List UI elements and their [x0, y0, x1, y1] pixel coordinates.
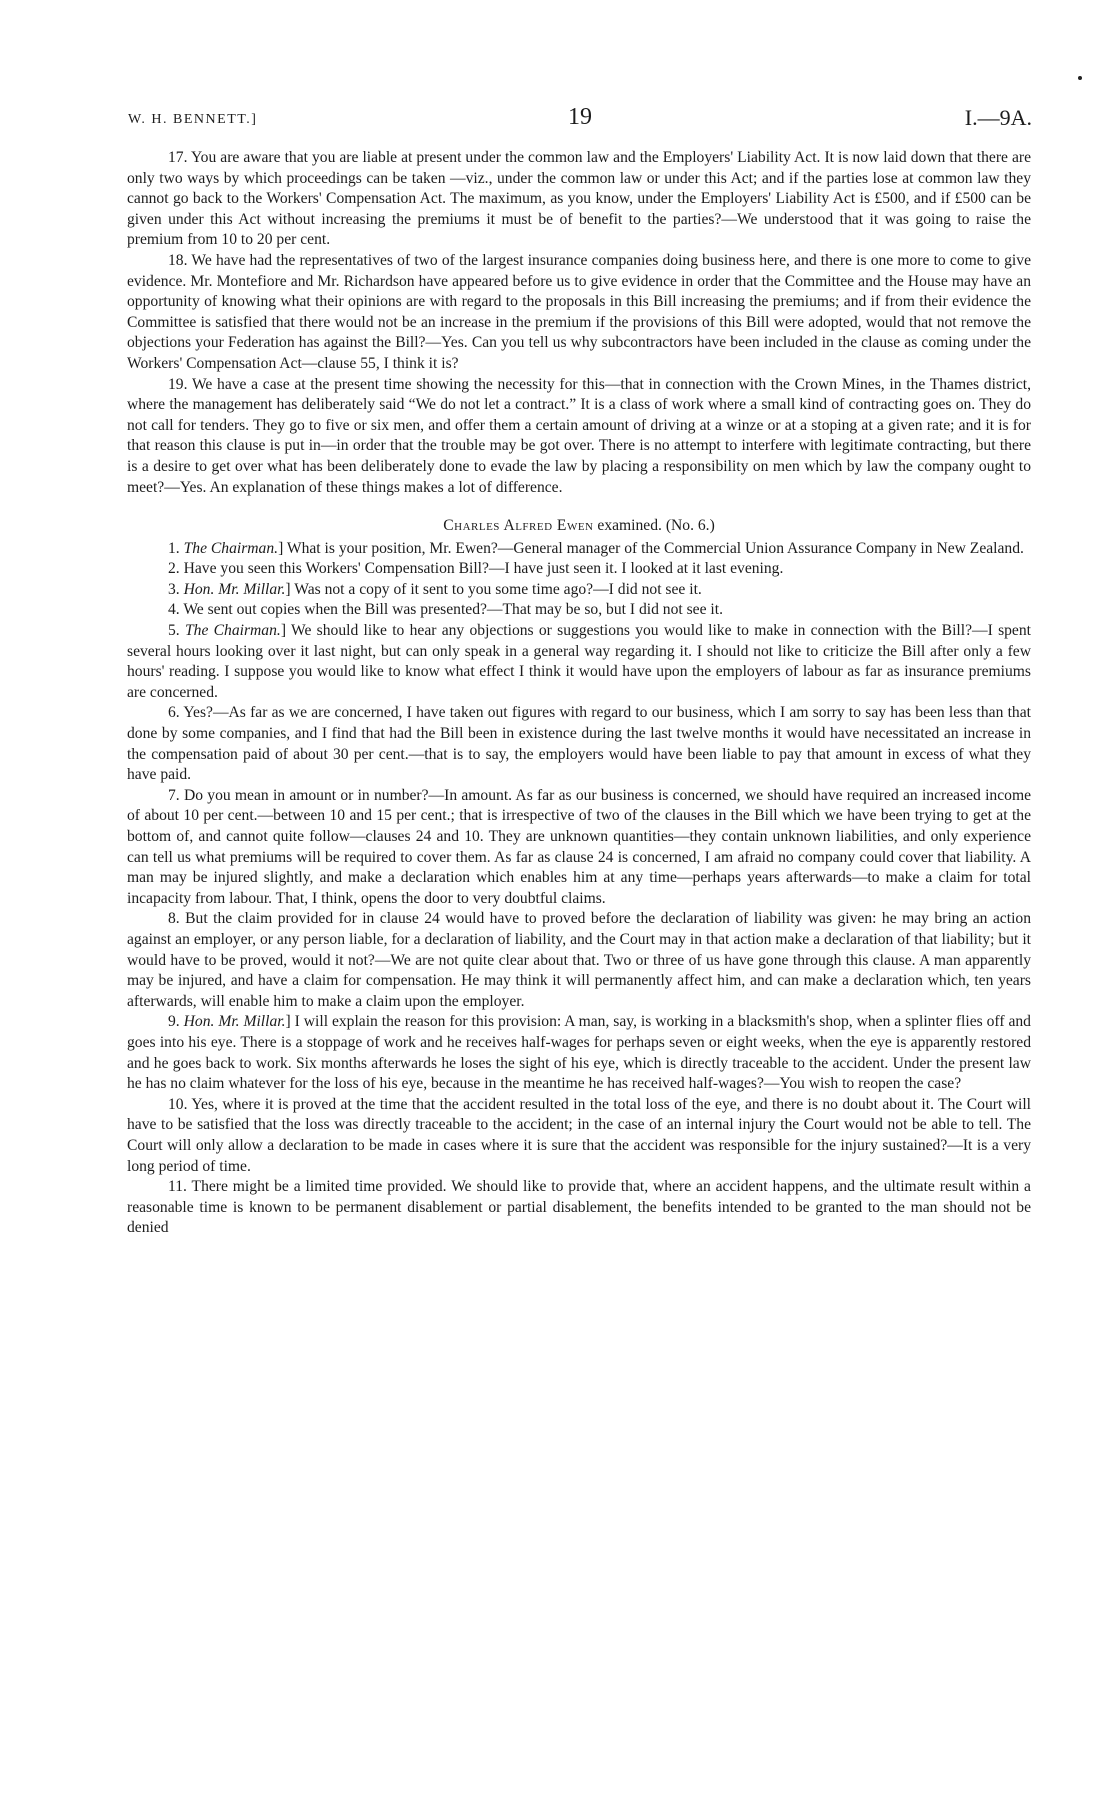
question-paragraph	[127, 621, 1031, 703]
question-paragraph	[127, 1095, 1031, 1177]
ewen-examination-section	[127, 539, 1031, 1239]
question-number: 18.	[168, 251, 188, 269]
evidence-body	[127, 148, 1031, 1239]
question-text: Do you mean in amount or in number?—In amount. As far as our business is concerned, we should have required an increased income of about 10 per cent.—between 10 and 15 per cent.; that is irrespective of two of the clauses in the Bill which we have been trying to get at the bottom of, and cannot quite follow—clauses 24 and 10. They are unknown quantities—they contain unknown liabilities, and only experience can tell us what premiums will be required to cover them. As far as clause 24 is concerned, I am afraid no company could cover that liability. A man may be injured slightly, and make a declaration which enables him at any time—perhaps years afterwards—to make a claim for total incapacity from labour. That, I think, opens the door to very doubtful claims.	[127, 786, 1032, 907]
previous-witness-section	[127, 148, 1031, 498]
speaker-name: The Chairman.	[183, 539, 279, 557]
question-number: 7.	[168, 786, 180, 804]
question-text: We have a case at the present time showing the necessity for this—that in connection with the Crown Mines, in the Thames district, where the management has deliberately said “We do not let a contract.” It is a class of work where a small kind of contracting goes on. They do not call for tenders. They go to five or six men, and offer them a certain amount of driving at a winze or at a stoping at a given rate; and it is for that reason this clause is put in—in order that the trouble may be got over. There is no attempt to interfere with legitimate contracting, but there is a desire to get over what has been deliberately done to evade the law by placing a responsibility on men which by law the company ought to meet?—Yes. An explanation of these things makes a lot of difference.	[127, 375, 1031, 496]
question-number: 10.	[168, 1095, 188, 1113]
page-number: 19	[568, 104, 592, 130]
question-paragraph	[127, 703, 1031, 785]
question-number: 9.	[168, 1013, 180, 1031]
header-witness-name: W. H. BENNETT.]	[128, 112, 258, 127]
witness-heading-rest: examined. (No. 6.)	[593, 517, 715, 535]
question-paragraph	[127, 559, 1031, 580]
question-text: You are aware that you are liable at present under the common law and the Employers' Liability Act. It is now laid down that there are only two ways by which proceedings can be taken —viz., under the common law or under this Act; and if the parties lose at common law they cannot go back to the Workers' Compensation Act. The maximum, as you know, under the Employers' Liability Act is £500, and if £500 can be given under this Act without increasing the premiums it must be of benefit to the parties?—We understood that it was going to raise the premium from 10 to 20 per cent.	[127, 149, 1032, 249]
question-paragraph	[127, 375, 1031, 499]
question-number: 11.	[168, 1178, 187, 1196]
question-text: ] We should like to hear any objections or suggestions you would like to make in connection with the Bill?—I spent several hours looking over it last night, but can only speak in a general way regarding it. I should not like to criticize the Bill after only a few hours' reading. I suppose you would like to know what effect I think it would have upon the employers of labour as far as insurance premiums are concerned.	[127, 622, 1031, 701]
question-number: 8.	[168, 910, 180, 928]
question-text: But the claim provided for in clause 24 would have to proved before the declaration of liability was given: he may bring an action against an employer, or any person liable, for a declaration of liability, and the Court may in that action make a declaration of that liability; but it would have to be proved, would it not?—We are not quite clear about that. Two or three of us have gone through this clause. A man apparently may be injured, and have a claim for compensation. He may think it will permanently affect him, and can make a declaration which, ten years afterwards, will enable him to make a claim upon the employer.	[127, 910, 1031, 1010]
question-text: There might be a limited time provided. We should like to provide that, where an accident happens, and the ultimate result within a reasonable time is known to be permanent disablement or partial disablement, the benefits intended to be granted to the man should not be denied	[127, 1178, 1031, 1237]
question-text: ] Was not a copy of it sent to you some time ago?—I did not see it.	[285, 580, 702, 598]
question-text: We have had the representatives of two of the largest insurance companies doing business here, and there is one more to come to give evidence. Mr. Montefiore and Mr. Richardson have appeared before us to give evidence in order that the Committee and the House may have an opportunity of knowing what their opinions are with regard to the proposals in this Bill increasing the premiums; and if from their evidence the Committee is satisfied that there would not be an increase in the premium if the provisions of this Bill were adopted, would that not remove the objections your Federation has against the Bill?—Yes. Can you tell us why subcontractors have been included in the clause as coming under the Workers' Compensation Act—clause 55, I think it is?	[127, 251, 1031, 372]
question-paragraph	[127, 148, 1031, 251]
page-header	[128, 104, 1032, 134]
question-paragraph	[127, 600, 1031, 621]
question-paragraph	[127, 786, 1031, 910]
question-paragraph	[127, 251, 1031, 375]
speaker-name: Hon. Mr. Millar.	[183, 1013, 286, 1031]
question-number: 17.	[168, 149, 188, 166]
question-paragraph	[127, 580, 1031, 601]
question-paragraph	[127, 1012, 1031, 1094]
question-number: 19.	[168, 375, 188, 393]
paper-reference: I.—9A.	[964, 105, 1032, 130]
witness-heading	[127, 516, 1031, 537]
question-number: 3.	[168, 580, 180, 598]
question-paragraph	[127, 539, 1031, 560]
witness-name: Charles Alfred Ewen	[443, 517, 594, 535]
speaker-name: The Chairman.	[184, 622, 281, 640]
question-text: ] I will explain the reason for this provision: A man, say, is working in a blacksmith's shop, when a splinter flies off and goes into his eye. There is a stoppage of work and he receives half-wages for perhaps seven or eight weeks, when the eye is apparently restored and he goes back to work. Six months afterwards he loses the sight of his eye, which is directly traceable to the accident. Under the present law he has no claim whatever for the loss of his eye, because in the meantime he has received half-wages?—You wish to reopen the case?	[127, 1013, 1031, 1093]
speaker-name: Hon. Mr. Millar.	[183, 580, 286, 598]
question-number: 6.	[168, 704, 180, 722]
question-text: ] What is your position, Mr. Ewen?—General manager of the Commercial Union Assurance Company in New Zealand.	[278, 539, 1024, 557]
question-number: 5.	[168, 622, 180, 640]
question-number: 4.	[168, 601, 180, 619]
question-text: Yes, where it is proved at the time that the accident resulted in the total loss of the eye, and there is no doubt about it. The Court will have to be satisfied that the loss was directly traceable to the accident; in the case of an internal injury the Court would not be able to tell. The Court will only allow a declaration to be made in cases where it is sure that the accident was responsible for the injury sustained?—It is a very long period of time.	[127, 1095, 1031, 1175]
question-text: Have you seen this Workers' Compensation Bill?—I have just seen it. I looked at it last evening.	[183, 560, 784, 578]
question-paragraph	[127, 1177, 1031, 1239]
question-paragraph	[127, 909, 1031, 1012]
question-number: 2.	[168, 560, 180, 578]
question-number: 1.	[168, 539, 180, 557]
question-text: We sent out copies when the Bill was presented?—That may be so, but I did not see it.	[183, 601, 723, 619]
ink-speck	[1078, 76, 1082, 80]
question-text: Yes?—As far as we are concerned, I have taken out figures with regard to our business, which I am sorry to say has been less than that done by some companies, and I find that had the Bill been in existence during the last twelve months it would have necessitated an increase in the compensation paid of about 30 per cent.—that is to say, the employers would have been liable to pay that amount in excess of what they have paid.	[127, 704, 1031, 784]
